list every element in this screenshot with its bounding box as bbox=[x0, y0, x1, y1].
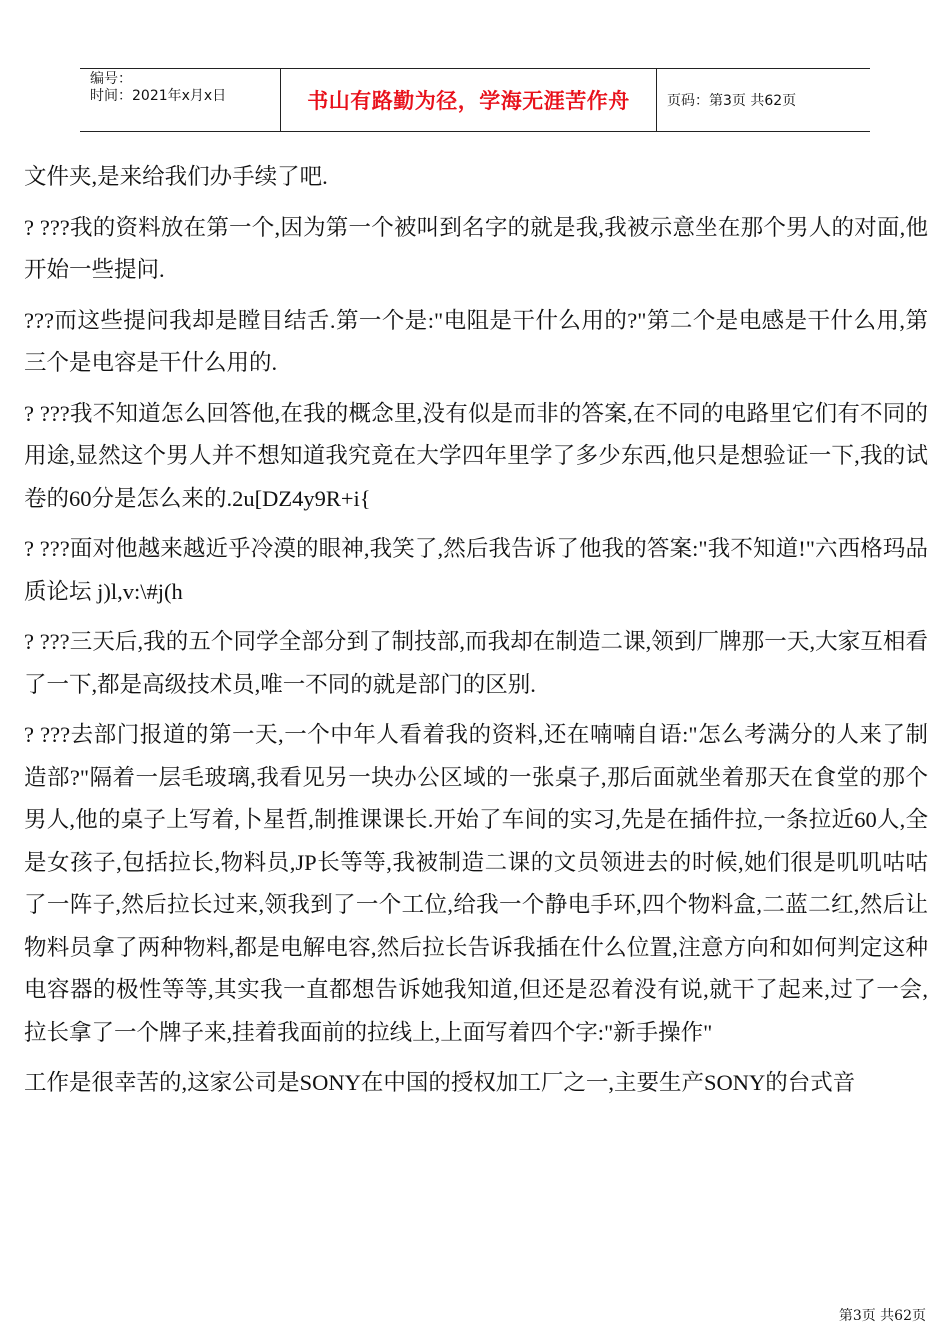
document-body bbox=[24, 156, 928, 1113]
page-header bbox=[80, 68, 870, 132]
paragraph: 文件夹,是来给我们办手续了吧. bbox=[24, 164, 328, 189]
paragraph: ? ???去部门报道的第一天,一个中年人看着我的资料,还在喃喃自语:"怎么考满分的人来了制造部?"隔着一层毛玻璃,我看见另一块办公区域的一张桌子,那后面就坐着那天在食堂的那个男人,他的桌子上写着,卜星哲,制推课课长.开始了车间的实习,先是在插件拉,一条拉近60人,全是女孩子,包括拉长,物料员,JP长等等,我被制造二课的文员领进去的时候,她们很是叽叽咕咕了一阵子,然后拉长过来,领我到了一个工位,给我一个静电手环,四个物料盒,二蓝二红,然后让物料员拿了两种物料,都是电解电容,然后拉长告诉我插在什么位置,注意方向和如何判定这种电容器的极性等等,其实我一直都想告诉她我知道,但还是忍着没有说,就干了起来,过了一会,拉长拿了一个牌子来,挂着我面前的拉线上,上面写着四个字:"新手操作" bbox=[24, 722, 928, 1045]
header-page-info: 页码：第3页 共62页 bbox=[667, 93, 797, 109]
paragraph: ???而这些提问我却是瞠目结舌.第一个是:"电阻是干什么用的?"第二个是电感是干什么用,第三个是电容是干什么用的. bbox=[24, 307, 928, 375]
page-footer: 第3页 共62页 bbox=[838, 1308, 926, 1324]
paragraph: 工作是很幸苦的,这家公司是SONY在中国的授权加工厂之一,主要生产SONY的台式音 bbox=[24, 1070, 856, 1095]
header-meta bbox=[80, 69, 280, 131]
paragraph: ? ???我不知道怎么回答他,在我的概念里,没有似是而非的答案,在不同的电路里它们有不同的用途,显然这个男人并不想知道我究竟在大学四年里学了多少东西,他只是想验证一下,我的试卷的60分是怎么来的.2u[DZ4y9R+i{ bbox=[24, 400, 928, 511]
time-line: 时间：2021年x月x日 bbox=[90, 88, 227, 104]
paragraph: ? ???面对他越来越近乎冷漠的眼神,我笑了,然后我告诉了他我的答案:"我不知道!"六西格玛品质论坛 j)l,v:\#j(h bbox=[24, 536, 928, 604]
number-label: 编号： bbox=[90, 71, 132, 87]
header-motto: 书山有路勤为径，学海无涯苦作舟 bbox=[280, 69, 657, 131]
paragraph: ? ???我的资料放在第一个,因为第一个被叫到名字的就是我,我被示意坐在那个男人的对面,他开始一些提问. bbox=[24, 214, 928, 282]
paragraph: ? ???三天后,我的五个同学全部分到了制技部,而我却在制造二课,领到厂牌那一天,大家互相看了一下,都是高级技术员,唯一不同的就是部门的区别. bbox=[24, 629, 928, 697]
